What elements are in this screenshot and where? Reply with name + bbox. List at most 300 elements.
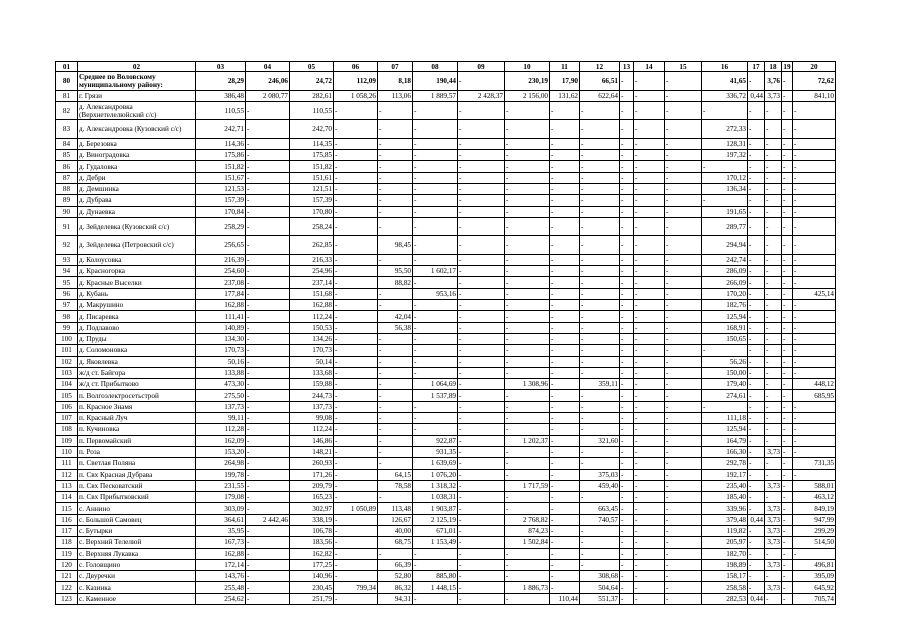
value-cell: - [665,90,702,101]
value-cell: - [793,345,836,356]
value-cell: - [634,424,665,435]
value-cell: - [458,183,505,194]
value-cell: 338,19 [290,514,334,525]
value-cell: - [246,503,290,514]
value-cell: 364,61 [196,514,246,525]
table-row [56,90,836,101]
value-cell: - [765,217,782,236]
value-cell: - [378,254,413,265]
value-cell: - [665,183,702,194]
value-cell: - [550,379,580,390]
value-cell: - [505,172,550,183]
value-cell: 106,78 [290,526,334,537]
value-cell: - [334,277,378,288]
value-cell: - [378,120,413,139]
value-cell: - [620,101,634,120]
value-cell: - [550,367,580,378]
value-cell: 8,18 [378,72,413,91]
value-cell: 40,00 [378,526,413,537]
value-cell: - [505,333,550,344]
value-cell: - [620,582,634,593]
value-cell: - [580,217,620,236]
value-cell: - [634,90,665,101]
value-cell: - [620,413,634,424]
value-cell: - [378,206,413,217]
value-cell: 99,08 [290,413,334,424]
value-cell: - [665,548,702,559]
value-cell: 78,58 [378,480,413,491]
value-cell: 663,45 [580,503,620,514]
value-cell: - [782,356,793,367]
value-cell: - [748,333,765,344]
value-cell: - [765,333,782,344]
value-cell: - [702,345,748,356]
value-cell: - [334,548,378,559]
value-cell: 1 058,26 [334,90,378,101]
value-cell: 375,03 [580,469,620,480]
value-cell: - [748,390,765,401]
value-cell: - [246,379,290,390]
value-cell: - [620,183,634,194]
value-cell: - [458,537,505,548]
value-cell: - [765,266,782,277]
value-cell: - [378,101,413,120]
value-cell: - [505,277,550,288]
value-cell: - [334,514,378,525]
value-cell: 17,90 [550,72,580,91]
value-cell: 205,97 [702,537,748,548]
value-cell: 1 318,32 [413,480,458,491]
value-cell: - [793,333,836,344]
value-cell: 1 886,73 [505,582,550,593]
value-cell: - [505,345,550,356]
row-number-cell: 90 [56,206,78,217]
value-cell: 128,31 [702,138,748,149]
value-cell: - [765,435,782,446]
value-cell: 264,98 [196,458,246,469]
value-cell: 1 639,69 [413,458,458,469]
settlement-name-cell: д. Демшинка [78,183,196,194]
value-cell: - [378,367,413,378]
value-cell: 125,94 [702,311,748,322]
settlement-name-cell: д. Красногорка [78,266,196,277]
value-cell: - [793,138,836,149]
value-cell: - [580,206,620,217]
value-cell: - [634,288,665,299]
value-cell: - [413,559,458,570]
value-cell: - [748,101,765,120]
value-cell: - [505,183,550,194]
settlement-name-cell: ж/д ст. Прибытково [78,379,196,390]
value-cell: - [665,311,702,322]
value-cell: 164,79 [702,435,748,446]
value-cell: 150,00 [702,367,748,378]
value-cell: - [748,277,765,288]
value-cell: - [246,548,290,559]
value-cell: - [246,120,290,139]
value-cell: 874,23 [505,526,550,537]
value-cell: - [620,266,634,277]
row-number-cell: 121 [56,571,78,582]
value-cell: - [378,161,413,172]
value-cell: - [580,311,620,322]
value-cell: - [458,236,505,255]
value-cell: - [378,300,413,311]
value-cell: - [748,446,765,457]
value-cell: 308,68 [580,571,620,582]
table-row [56,446,836,457]
value-cell: 740,57 [580,514,620,525]
value-cell: - [665,401,702,412]
value-cell: 131,62 [550,90,580,101]
value-cell: 705,74 [793,593,836,604]
value-cell: - [634,266,665,277]
value-cell: - [505,503,550,514]
value-cell: 112,24 [290,424,334,435]
value-cell: 175,86 [196,150,246,161]
value-cell: - [550,571,580,582]
value-cell: - [765,300,782,311]
value-cell: - [634,254,665,265]
settlement-name-cell: с. Головщино [78,559,196,570]
value-cell: - [334,150,378,161]
value-cell: 162,88 [196,548,246,559]
value-cell: 199,78 [196,469,246,480]
settlement-name-cell: д. Макрушино [78,300,196,311]
value-cell: - [458,101,505,120]
value-cell: - [378,413,413,424]
value-cell: 150,65 [702,333,748,344]
value-cell: - [458,206,505,217]
value-cell: - [505,322,550,333]
settlement-name-cell: д. Дунаевка [78,206,196,217]
value-cell: - [580,559,620,570]
value-cell: - [413,593,458,604]
value-cell: - [458,254,505,265]
row-number-cell: 106 [56,401,78,412]
value-cell: 395,09 [793,571,836,582]
value-cell: - [550,195,580,206]
table-row [56,356,836,367]
value-cell: - [765,593,782,604]
value-cell: - [246,435,290,446]
value-cell: - [793,548,836,559]
value-cell: - [505,120,550,139]
value-cell: 1 502,84 [505,537,550,548]
value-cell: 95,50 [378,266,413,277]
value-cell: - [246,300,290,311]
value-cell: 137,73 [290,401,334,412]
value-cell: 246,06 [246,72,290,91]
value-cell: - [793,435,836,446]
value-cell: 849,19 [793,503,836,514]
value-cell: 885,80 [413,571,458,582]
value-cell: - [782,548,793,559]
value-cell: - [550,236,580,255]
column-header: 15 [665,62,702,72]
value-cell: - [505,356,550,367]
table-row [56,593,836,604]
value-cell: - [580,288,620,299]
value-cell: - [793,254,836,265]
row-number-cell: 115 [56,503,78,514]
value-cell: 230,19 [505,72,550,91]
value-cell: - [782,480,793,491]
value-cell: - [620,172,634,183]
value-cell: - [634,537,665,548]
value-cell: - [765,172,782,183]
value-cell: - [550,492,580,503]
value-cell: 551,37 [580,593,620,604]
value-cell: - [665,503,702,514]
value-cell: 258,29 [196,217,246,236]
value-cell: - [580,526,620,537]
value-cell: - [665,266,702,277]
value-cell: 1 076,20 [413,469,458,480]
value-cell: - [580,161,620,172]
value-cell: 172,14 [196,559,246,570]
column-header: 17 [748,62,765,72]
value-cell: - [748,503,765,514]
column-header: 12 [580,62,620,72]
value-cell: - [620,345,634,356]
value-cell: - [413,236,458,255]
settlement-name-cell: с. Верхняя Лукавка [78,548,196,559]
value-cell: - [782,367,793,378]
value-cell: 114,36 [196,138,246,149]
value-cell: - [634,172,665,183]
row-number-cell: 83 [56,120,78,139]
column-header: 18 [765,62,782,72]
table-row [56,311,836,322]
value-cell: - [765,413,782,424]
value-cell: - [505,593,550,604]
value-cell: - [793,183,836,194]
value-cell: - [634,236,665,255]
value-cell: - [748,236,765,255]
value-cell: - [665,492,702,503]
value-cell: - [246,480,290,491]
value-cell: - [246,593,290,604]
table-row [56,435,836,446]
value-cell: - [458,379,505,390]
value-cell: 162,09 [196,435,246,446]
value-cell: - [634,345,665,356]
value-cell: 153,20 [196,446,246,457]
value-cell: - [334,492,378,503]
row-number-cell: 99 [56,322,78,333]
value-cell: - [748,120,765,139]
row-number-cell: 97 [56,300,78,311]
value-cell: - [378,138,413,149]
value-cell: - [634,101,665,120]
value-cell: 86,32 [378,582,413,593]
value-cell: - [413,172,458,183]
value-cell: - [748,206,765,217]
value-cell: 1 537,89 [413,390,458,401]
row-number-cell: 108 [56,424,78,435]
value-cell: 251,79 [290,593,334,604]
value-cell: - [665,526,702,537]
row-number-cell: 82 [56,101,78,120]
value-cell: - [782,390,793,401]
row-number-cell: 101 [56,345,78,356]
value-cell: - [580,322,620,333]
value-cell: - [748,300,765,311]
value-cell: - [505,300,550,311]
value-cell: - [748,480,765,491]
value-cell: - [665,469,702,480]
value-cell: - [782,161,793,172]
value-cell: - [505,548,550,559]
value-cell: 799,34 [334,582,378,593]
row-number-cell: 119 [56,548,78,559]
value-cell: 254,62 [196,593,246,604]
value-cell: - [550,458,580,469]
row-number-cell: 123 [56,593,78,604]
value-cell: 3,73 [765,503,782,514]
value-cell: - [458,514,505,525]
value-cell: - [782,150,793,161]
value-cell: 170,80 [290,206,334,217]
value-cell: - [334,322,378,333]
settlement-name-cell: с. Казинка [78,582,196,593]
value-cell: - [246,161,290,172]
value-cell: 258,58 [702,582,748,593]
value-cell: - [665,333,702,344]
value-cell: - [765,277,782,288]
table-row [56,333,836,344]
settlement-name-cell: д. Александровка (Верхнетелелюйский с/с) [78,101,196,120]
value-cell: - [782,217,793,236]
value-cell: 112,24 [290,311,334,322]
value-cell: - [620,492,634,503]
value-cell: 179,40 [702,379,748,390]
value-cell: - [413,367,458,378]
value-cell: - [634,526,665,537]
value-cell: - [413,206,458,217]
value-cell: - [793,401,836,412]
value-cell: - [782,469,793,480]
value-cell: - [793,356,836,367]
value-cell: - [782,72,793,91]
value-cell: - [665,206,702,217]
value-cell: - [665,480,702,491]
value-cell: - [620,150,634,161]
value-cell: - [634,367,665,378]
value-cell: - [246,413,290,424]
value-cell: - [634,390,665,401]
value-cell: - [458,503,505,514]
row-number-cell: 98 [56,311,78,322]
value-cell: - [580,492,620,503]
settlement-name-cell: д. Дубрава [78,195,196,206]
value-cell: - [748,72,765,91]
value-cell: - [246,559,290,570]
value-cell: - [505,571,550,582]
value-cell: - [620,217,634,236]
value-cell: - [458,424,505,435]
settlement-name-cell: п. Роза [78,446,196,457]
value-cell: - [665,236,702,255]
value-cell: - [748,356,765,367]
value-cell: - [634,300,665,311]
value-cell: - [748,311,765,322]
value-cell: - [334,390,378,401]
value-cell: - [334,571,378,582]
value-cell: - [505,413,550,424]
value-cell: - [550,480,580,491]
table-row [56,424,836,435]
value-cell: - [550,183,580,194]
value-cell: - [458,435,505,446]
value-cell: - [550,138,580,149]
value-cell: - [550,503,580,514]
settlement-name-cell: с. Каменное [78,593,196,604]
value-cell: 1 717,59 [505,480,550,491]
table-row [56,526,836,537]
value-cell: - [765,206,782,217]
value-cell: - [334,161,378,172]
value-cell: - [782,503,793,514]
value-cell: 151,82 [290,161,334,172]
value-cell: 68,75 [378,537,413,548]
settlement-name-cell: д. Березовка [78,138,196,149]
value-cell: - [620,446,634,457]
value-cell: 28,29 [196,72,246,91]
value-cell: - [246,356,290,367]
value-cell: 182,70 [702,548,748,559]
row-number-cell: 103 [56,367,78,378]
value-cell: 66,39 [378,559,413,570]
value-cell: - [782,593,793,604]
row-number-cell: 89 [56,195,78,206]
value-cell: - [378,424,413,435]
value-cell: - [458,526,505,537]
value-cell: - [748,458,765,469]
value-cell: - [782,446,793,457]
value-cell: - [634,413,665,424]
value-cell: - [765,390,782,401]
value-cell: - [634,183,665,194]
value-cell: - [580,458,620,469]
value-cell: - [334,469,378,480]
value-cell: - [665,356,702,367]
value-cell: 292,78 [702,458,748,469]
value-cell: - [782,458,793,469]
table-row [56,161,836,172]
value-cell: - [793,217,836,236]
value-cell: - [458,356,505,367]
column-header: 16 [702,62,748,72]
value-cell: - [378,548,413,559]
value-cell: 3,73 [765,446,782,457]
value-cell: 88,82 [378,277,413,288]
value-cell: - [634,138,665,149]
value-cell: 0,44 [748,90,765,101]
value-cell: - [458,571,505,582]
value-cell: - [458,300,505,311]
column-header: 14 [634,62,665,72]
table-row [56,266,836,277]
value-cell: - [748,559,765,570]
value-cell: - [505,150,550,161]
value-cell: - [765,236,782,255]
settlement-name-cell: д. Кубань [78,288,196,299]
value-cell: - [550,446,580,457]
value-cell: - [334,101,378,120]
row-number-cell: 102 [56,356,78,367]
